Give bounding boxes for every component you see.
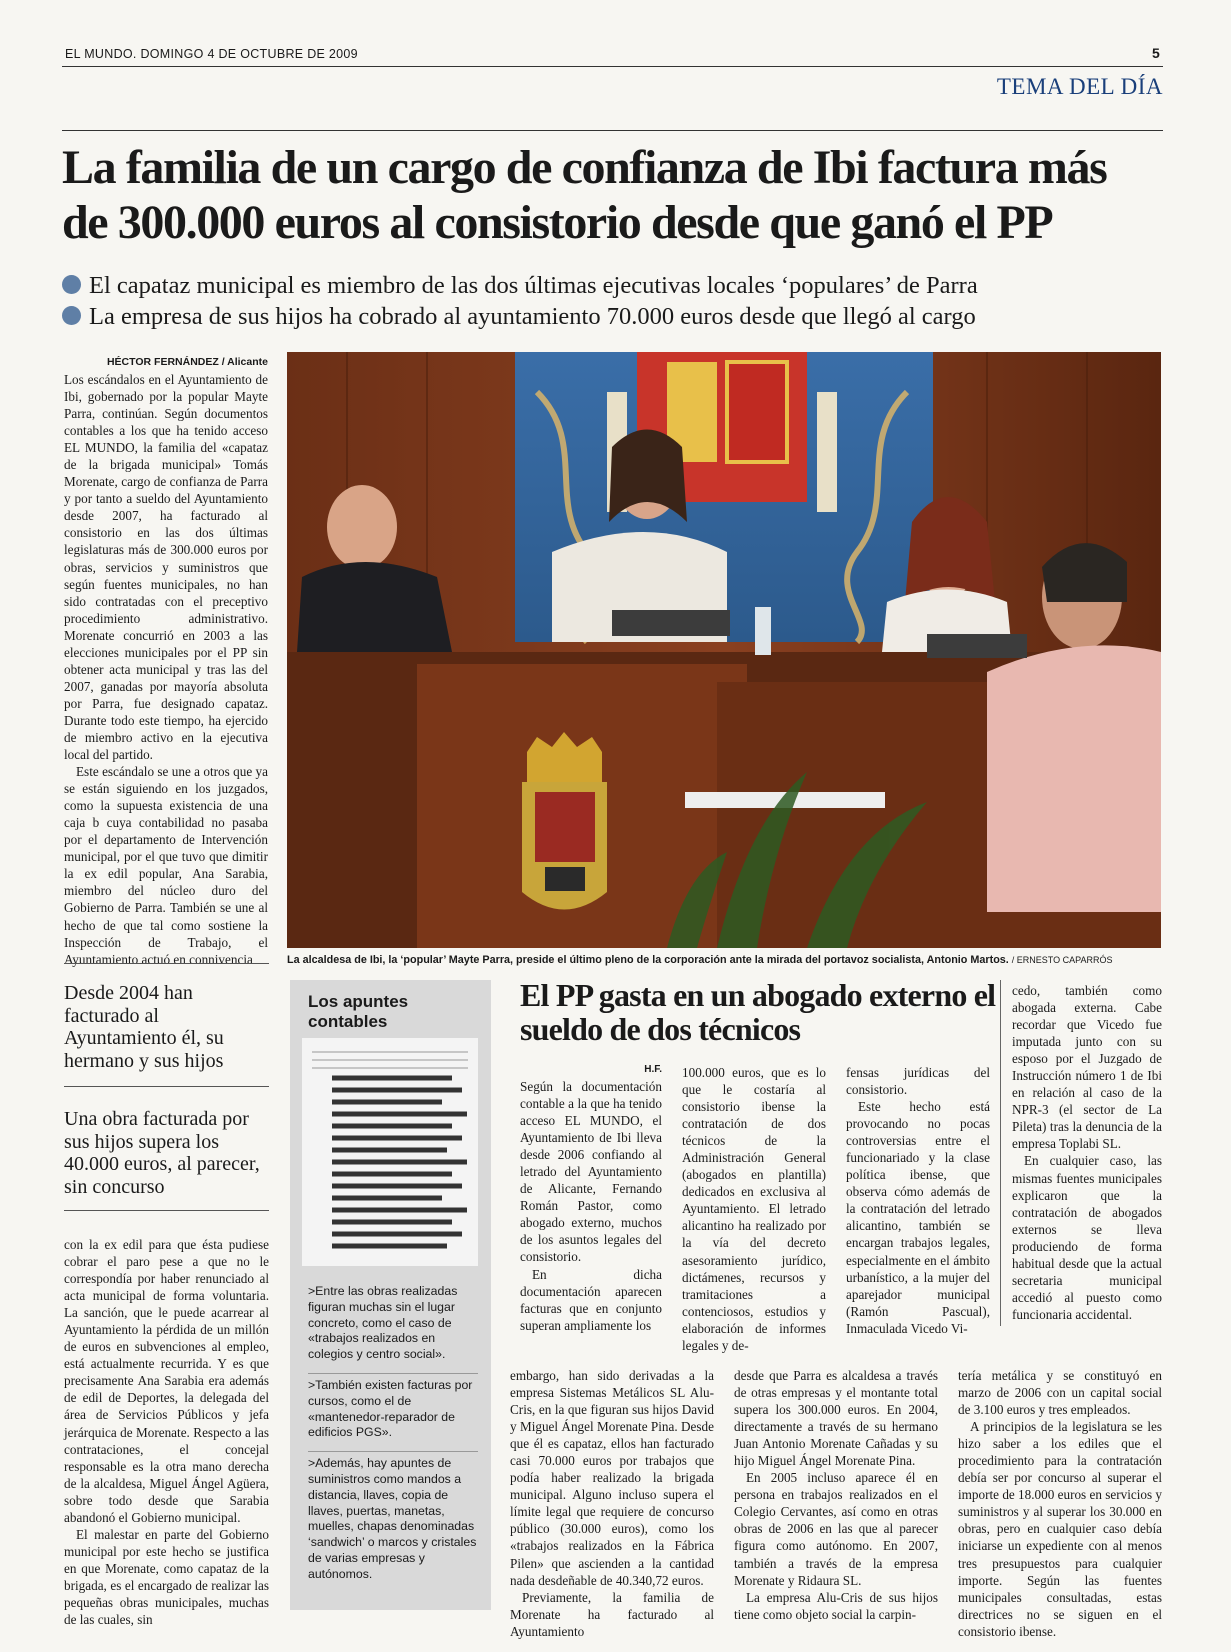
paragraph: desde que Parra es alcaldesa a través de otras empresas y el montante total supera los 300.000 euros. En 2004, directamente a través de su hermano Juan Antonio Morenate Cañadas y su hijo Miguel Ángel Morenate Pina. [734,1368,938,1469]
paragraph: tería metálica y se constituyó en marzo de 2006 con un capital social de 3.100 euros y tres empleados. [958,1368,1162,1418]
paragraph: En cualquier caso, las mismas fuentes municipales explicaron que la contratación de abogados externos se lleva produciendo de forma habitual desde que la actual secretaria municipal accedió al puesto como funcionaria accidental. [1012,1153,1162,1322]
second-article-column-4 [1012,982,1162,1323]
paragraph: La empresa Alu-Cris de sus hijos tiene como objeto social la carpin- [734,1589,938,1622]
sidebar-item: >Además, hay apuntes de suministros como mandos a distancia, llaves, copia de llaves, puertas, manetas, muelles, chapas denominadas ‘sandwich’ o marcos y cristales de varias empresas y autónomos. [308,1451,478,1582]
section-rule [62,130,1163,131]
photo-caption: La alcaldesa de Ibi, la ‘popular’ Mayte Parra, preside el último pleno de la corporación ante la mirada del portavoz socialista, Antonio Martos. / ERNESTO CAPARRÓS [287,954,1113,966]
paragraph: Este escándalo se une a otros que ya se están siguiendo en los juzgados, como la supuesta existencia de una caja b cuya contabilidad no pasaba por el departamento de Intervención municipal, por el que tuvo que dimitir la ex edil popular, Ana Sarabia, miembro del núcleo duro del Gobierno de Parra. También se une al hecho de que tal como sostiene la Inspección de Trabajo, el Ayuntamiento actuó en connivencia [64,764,268,967]
sidebar-item: >Entre las obras realizadas figuran muchas sin el lugar concreto, como el caso de «trabajos realizados en colegios y centro social». [308,1284,458,1362]
bullet-icon [62,275,81,294]
sidebar-box [290,980,491,1610]
paragraph: Según la documentación contable a la que ha tenido acceso EL MUNDO, el Ayuntamiento de Ibi lleva desde 2006 confiando al letrado del Ayuntamiento de Alicante, Fernando Román Pastor, como abogado externo, muchos de los asuntos legales del consistorio. [520,1079,662,1265]
pull-quote-rule [64,1086,269,1087]
pull-quote-rule [64,1210,269,1211]
column-divider [1000,980,1001,1326]
pull-quote-1: Desde 2004 han facturado al Ayuntamiento él, su hermano y sus hijos [64,982,224,1072]
photo-credit: / ERNESTO CAPARRÓS [1011,955,1113,965]
paragraph: A principios de la legislatura se les hizo saber a los ediles que el procedimiento para la contratación debía ser por concurso al superar el importe de 18.000 euros en servicios y suministros y al superar los 30.000 en obras, pero en cualquier caso debía iniciarse un expediente con al menos tres presupuestos para cualquier importe. Según las fuentes municipales consultadas, estas directrices no se siguen en el consistorio ibense. [958,1419,1162,1639]
paragraph: 100.000 euros, que es lo que le costaría al consistorio ibense la contratación de dos técnicos de la Administración General (abogados en plantilla) dedicados en exclusiva al Ayuntamiento. El letrado alicantino ha realizado por la vía del decreto asesoramiento jurídico, dictámenes, recursos y tramitaciones a contenciosos, estudios y elaboración de informes legales y de- [682,1065,826,1353]
headline-line-2: de 300.000 euros al consistorio desde que ganó el PP [62,196,1053,249]
second-article-column-1 [520,1078,662,1334]
paragraph: Los escándalos en el Ayuntamiento de Ibi, gobernado por la popular Mayte Parra, continúan. Según documentos contables a los que ha tenido acceso EL MUNDO, la familia del «capataz de la brigada municipal» Tomás Morenate, cargo de confianza de Parra y por tanto a sueldo del Ayuntamiento desde 2007, ha facturado al consistorio en las dos últimas legislaturas más de 300.000 euros por obras, servicios y suministros que según fuentes municipales, no han sido contratadas con el preceptivo procedimiento administrativo. Morenate concurrió en 2003 a las elecciones municipales por el PP sin obtener acta municipal y tras las del 2007, ganadas por mayoría absoluta por Parra, fue designado capataz. Durante todo este tiempo, ha ejercido de miembro activo en la ejecutiva local del partido. [64,372,268,763]
paragraph: Este hecho está provocando no pocas controversias entre el funcionariado y la clase política ibense, que observa cómo además de la contratación del letrado alicantino, también se encargan trabajos legales, especialmente en el ámbito urbanístico, a la mujer del aparejador municipal (Ramón Pascual), Inmaculada Vicedo Vi- [846,1099,990,1336]
article-column-1-continued [64,1236,269,1628]
second-article-column-3 [846,1064,990,1337]
column-rule [64,963,269,964]
paragraph: El malestar en parte del Gobierno municipal por este hecho se justifica en que Morenate, como capataz de la brigada, es el encargado de realizar las pequeñas obras municipales, muchas de las cuales, sin [64,1526,269,1628]
bullet-icon [62,306,81,325]
pull-quote-2: Una obra facturada por sus hijos supera los 40.000 euros, al parecer, sin concurso [64,1108,260,1198]
article-column-1 [64,371,268,968]
paragraph: con la ex edil para que ésta pudiese cobrar el paro pese a que no le correspondía por haber renunciado al acta municipal de forma voluntaria. La sanción, que le puede acarrear al Ayuntamiento la pérdida de un millón de euros en subvenciones al empleo, está actualmente recurrida. Y es que precisamente Ana Sarabia era además de edil de Deportes, la delegada del área de Servicios Públicos y jefa jerárquica de Morenate. Respecto a las contrataciones, el concejal responsable es la otra mano derecha de la alcaldesa, Miguel Ángel Agüera, sobre todo desde que Sarabia abandonó el Gobierno municipal. [64,1237,269,1525]
header-rule [62,66,1163,67]
headline [62,140,1166,250]
deck-line-1: El capataz municipal es miembro de las dos últimas ejecutivas locales ‘populares’ de Parra [62,271,1166,301]
sidebar-item: >También existen facturas por cursos, como el de «mantenedor-reparador de edificios PGS». [308,1373,478,1441]
sidebar-title: Los apuntes contables [308,992,409,1031]
paragraph: fensas jurídicas del consistorio. [846,1065,990,1098]
paragraph: En dicha documentación aparecen facturas que en conjunto superan ampliamente los [520,1266,662,1333]
byline: HÉCTOR FERNÁNDEZ / Alicante [106,356,268,368]
sidebar-items [308,1284,478,1593]
headline-line-1: La familia de un cargo de confianza de Ibi factura más [62,141,1107,194]
second-article-headline: El PP gasta en un abogado externo el sueldo de dos técnicos [520,977,996,1047]
section-title: TEMA DEL DÍA [996,74,1163,99]
publication-dateline: EL MUNDO. DOMINGO 4 DE OCTUBRE DE 2009 [65,47,358,61]
second-article-column-2 [682,1064,826,1354]
second-article-byline: H.F. [644,1064,662,1075]
paragraph: cedo, también como abogada externa. Cabe recordar que Vicedo fue imputada junto con su esposo por el Juzgado de Instrucción número 1 de Ibi en relación al caso de la NPR-3 (el sector de La Pileta) tras la denuncia de la empresa Toplabi SL. [1012,983,1162,1152]
article-column-4 [958,1367,1162,1640]
page-number: 5 [1152,45,1160,61]
deck-line-2: La empresa de sus hijos ha cobrado al ayuntamiento 70.000 euros desde que llegó al cargo [62,302,1166,332]
article-column-2 [510,1367,714,1640]
accounting-document-image [302,1038,478,1266]
article-column-3 [734,1367,938,1623]
paragraph: En 2005 incluso aparece él en persona en trabajos realizados en el Colegio Cervantes, así como en otras obras de 2006 en las que al parecer figura como autónomo. En 2007, también a través de la empresa Morenate y Ridaura SL. [734,1470,938,1588]
council-meeting-photo [287,352,1161,948]
paragraph: embargo, han sido derivadas a la empresa Sistemas Metálicos SL Alu-Cris, en la que figuran sus hijos David y Miguel Ángel Morenate Pina. Desde que él es capataz, ellos han facturado casi 70.000 euros por trabajos que podía haber realizado la brigada municipal. Alguno incluso supera el límite legal que requiere de concurso público (30.000 euros), como los «trabajos realizados en la Fábrica Pilen» que ascienden a la cantidad nada desdeñable de 40.340,72 euros. [510,1368,714,1588]
paragraph: Previamente, la familia de Morenate ha facturado al Ayuntamiento [510,1589,714,1639]
